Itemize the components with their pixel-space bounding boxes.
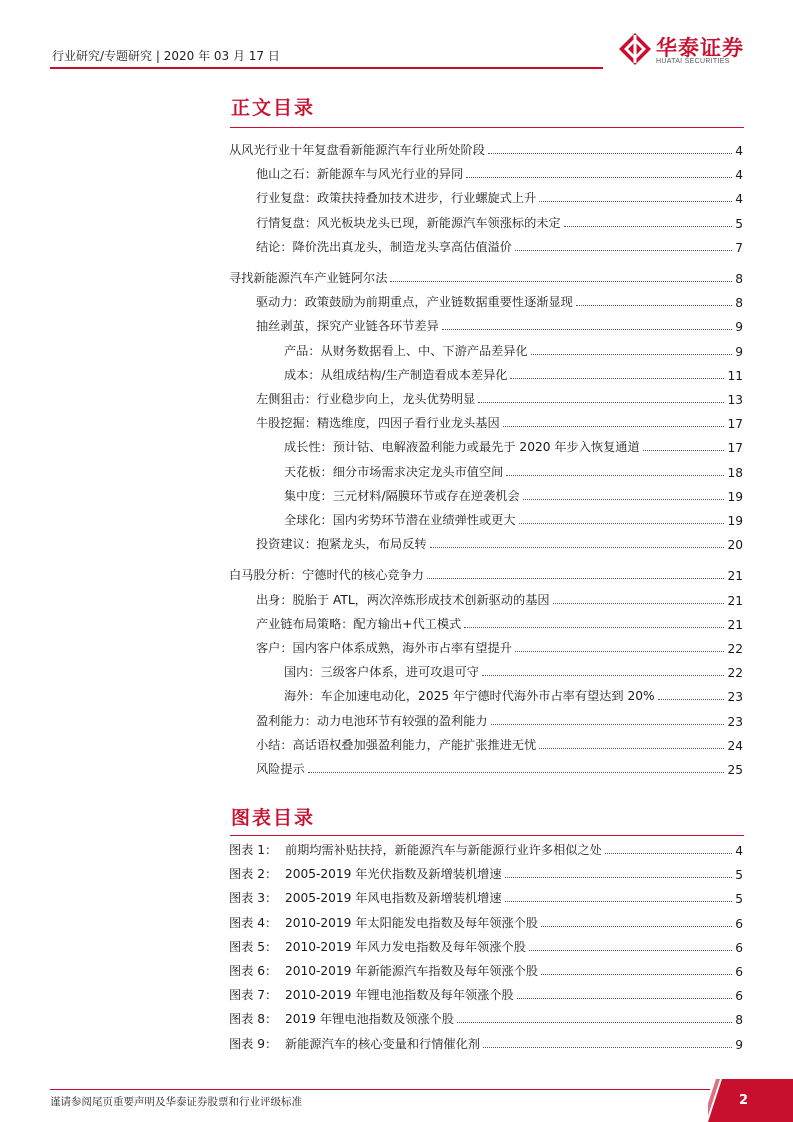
figure-entry[interactable] [229,911,743,931]
figure-leader-dots [457,1021,732,1023]
toc-leader-dots [442,328,732,330]
toc-entry-label: 结论：降价洗出真龙头，制造龙头享高估值溢价 [256,239,512,254]
toc-entry[interactable] [256,757,743,777]
toc-entry-page: 22 [727,642,743,656]
toc-title-rule [230,127,744,128]
toc-entry[interactable] [284,508,743,528]
toc-leader-dots [503,425,725,427]
figures-title: 图表目录 [231,807,316,829]
toc-entry[interactable] [256,387,743,407]
figure-entry[interactable] [229,983,743,1003]
toc-entry-label: 风险提示 [256,762,305,776]
toc-entry-page: 23 [727,714,743,729]
page-number: 2 [738,1093,748,1108]
toc-entry-page: 5 [735,216,743,231]
figure-entry-label: 2010-2019 年新能源汽车指数及每年领涨个股 [285,964,539,978]
toc-leader-dots [515,650,725,652]
figure-entry-page: 6 [735,989,743,1004]
figure-entry-number: 图表 5： [229,939,278,954]
toc-entry[interactable] [284,660,743,680]
page-header [0,0,793,70]
toc-entry-page: 9 [735,320,743,335]
toc-entry-page: 19 [727,489,743,504]
toc-entry-label: 海外：车企加速电动化，2025 年宁德时代海外市占率有望达到 20% [284,689,655,704]
toc-entry-label: 行情复盘：风光板块龙头已现，新能源汽车领涨标的未定 [256,215,561,230]
toc-entry-label: 集中度：三元材料/隔膜环节或存在逆袭机会 [284,488,520,503]
figure-entry[interactable] [229,862,743,882]
figure-entry-label: 2005-2019 年光伏指数及新增装机增速 [285,867,502,882]
toc-entry[interactable] [229,563,743,583]
toc-entry-page: 8 [735,272,743,286]
page-badge-shape-icon [708,1079,793,1122]
footer-divider [50,1089,710,1090]
figure-entry-label: 前期均需补贴扶持，新能源汽车与新能源行业许多相似之处 [285,843,602,857]
toc-entry-page: 19 [727,514,743,528]
figure-entry-number: 图表 8： [229,1012,278,1027]
footer-page-badge [708,1079,793,1122]
figure-entry-number: 图表 7： [229,988,278,1003]
figure-entry[interactable] [229,838,743,858]
toc-entry-label: 驱动力：政策鼓励为前期重点，产业链数据重要性逐渐显现 [256,295,573,310]
figure-entry[interactable] [229,1032,743,1052]
toc-entry[interactable] [229,266,743,286]
toc-leader-dots [510,377,724,379]
toc-leader-dots [464,626,724,628]
toc-entry-page: 17 [727,417,743,432]
toc-entry-label: 行业复盘：政策扶持叠加技术进步，行业螺旋式上升 [256,191,537,206]
toc-leader-dots [576,304,732,306]
figure-entry-page: 6 [735,965,743,979]
figure-leader-dots [483,1046,732,1048]
toc-entry-label: 左侧狙击：行业稳步向上，龙头优势明显 [256,392,476,406]
footer-disclaimer: 谨请参阅尾页重要声明及华泰证券股票和行业评级标准 [50,1096,302,1108]
toc-entry-page: 13 [727,393,743,407]
figure-entry[interactable] [229,886,743,906]
toc-title: 正文目录 [231,97,316,119]
toc-entry-label: 全球化：国内劣势环节潜在业绩弹性或更大 [284,513,516,527]
toc-leader-dots [430,546,725,548]
toc-entry-page: 8 [735,296,743,311]
figure-entry-page: 9 [735,1037,743,1052]
toc-entry-label: 从风光行业十年复盘看新能源汽车行业所处阶段 [229,143,485,157]
toc-entry-label: 他山之石：新能源车与风光行业的异同 [256,167,464,182]
toc-entry[interactable] [284,460,743,480]
toc-entry[interactable] [256,636,743,656]
huatai-logo-icon [618,32,652,66]
toc-entry[interactable] [256,709,743,729]
toc-entry[interactable] [284,684,743,704]
logo-chinese-name: 华泰证券 [656,36,744,60]
toc-leader-dots [478,401,724,403]
header-report-info: 行业研究/专题研究 | 2020 年 03 月 17 日 [52,49,280,63]
toc-entry[interactable] [256,532,743,552]
company-logo [618,32,748,72]
figure-entry-number: 图表 4： [229,915,278,930]
toc-entry-label: 国内：三级客户体系，进可攻退可守 [284,665,479,680]
toc-entry-label: 抽丝剥茧，探究产业链各环节差异 [256,319,439,334]
figure-entry-label: 2005-2019 年风电指数及新增装机增速 [285,891,502,906]
figure-entry[interactable] [229,959,743,979]
toc-entry[interactable] [229,138,743,158]
toc-leader-dots [488,152,732,154]
toc-entry[interactable] [256,186,743,206]
toc-entry-label: 出身：脱胎于 ATL，两次淬炼形成技术创新驱动的基因 [256,592,550,607]
toc-entry-label: 产业链布局策略：配方输出+代工模式 [256,616,462,631]
toc-entry[interactable] [284,484,743,504]
toc-leader-dots [519,522,725,524]
figure-entry-page: 5 [735,892,743,907]
toc-leader-dots [564,225,733,227]
toc-entry-page: 17 [727,441,743,456]
toc-entry-page: 9 [735,344,743,359]
figures-title-rule [230,835,744,836]
toc-leader-dots [466,176,732,178]
logo-english-name: HUATAI SECURITIES [656,58,730,65]
toc-entry[interactable] [256,314,743,334]
figure-leader-dots [605,852,732,854]
toc-entry[interactable] [284,339,743,359]
toc-entry[interactable] [256,411,743,431]
figure-entry-page: 8 [735,1013,743,1028]
figure-leader-dots [505,876,733,878]
figure-entry-label: 2010-2019 年风力发电指数及每年领涨个股 [285,939,526,954]
toc-entry-page: 4 [735,144,743,158]
toc-entry[interactable] [256,588,743,608]
toc-entry-page: 22 [727,666,743,681]
figure-entry-page: 6 [735,916,743,931]
figure-entry-page: 6 [735,940,743,955]
toc-entry-page: 4 [735,192,743,207]
toc-entry-page: 21 [727,593,743,608]
figure-leader-dots [505,900,733,902]
toc-entry[interactable] [284,435,743,455]
toc-leader-dots [390,280,732,282]
figure-entry-number: 图表 2： [229,867,278,882]
toc-entry-label: 白马股分析：宁德时代的核心竞争力 [229,568,424,583]
figure-entry-label: 新能源汽车的核心变量和行情催化剂 [285,1036,480,1051]
toc-entry[interactable] [256,733,743,753]
figure-leader-dots [517,997,732,999]
toc-entry[interactable] [256,612,743,632]
toc-entry[interactable] [284,363,743,383]
toc-entry-label: 小结：高话语权叠加强盈利能力，产能扩张推进无忧 [256,737,537,752]
toc-entry-page: 24 [727,738,743,753]
figure-entry-number: 图表 9： [229,1036,278,1051]
toc-leader-dots [658,698,725,700]
toc-leader-dots [308,771,725,773]
toc-entry-page: 20 [727,538,743,553]
toc-entry-page: 11 [727,368,743,383]
toc-entry-page: 21 [727,617,743,632]
toc-entry-label: 产品：从财务数据看上、中、下游产品差异化 [284,343,528,358]
toc-entry-label: 牛股挖掘：精选维度，四因子看行业龙头基因 [256,416,500,431]
figure-leader-dots [541,973,732,975]
header-divider [50,67,603,69]
toc-entry-page: 4 [735,168,743,183]
toc-entry[interactable] [256,290,743,310]
toc-leader-dots [531,353,732,355]
figure-entry-page: 4 [735,844,743,858]
toc-entry[interactable] [256,211,743,231]
toc-leader-dots [643,449,725,451]
figure-entry-label: 2019 年锂电池指数及领涨个股 [285,1012,454,1027]
toc-entry-page: 23 [727,690,743,705]
toc-entry[interactable] [256,162,743,182]
toc-leader-dots [515,249,732,251]
figure-entry-number: 图表 6： [229,964,278,978]
toc-leader-dots [491,723,725,725]
toc-entry-label: 寻找新能源汽车产业链阿尔法 [229,271,388,285]
toc-entry-page: 7 [735,240,743,255]
toc-leader-dots [523,498,725,500]
toc-entry-label: 成本：从组成结构/生产制造看成本差异化 [284,367,508,382]
toc-entry-label: 投资建议：抱紧龙头，布局反转 [256,537,427,552]
toc-leader-dots [482,674,724,676]
figure-entry[interactable] [229,935,743,955]
figure-entry-number: 图表 3： [229,891,278,906]
toc-entry-label: 天花板：细分市场需求决定龙头市值空间 [284,464,504,479]
toc-leader-dots [539,747,724,749]
figure-entry-label: 2010-2019 年太阳能发电指数及每年领涨个股 [285,915,539,930]
toc-entry-label: 客户：国内客户体系成熟，海外市占率有望提升 [256,641,512,655]
figure-entry-page: 5 [735,868,743,883]
figure-entry-label: 2010-2019 年锂电池指数及每年领涨个股 [285,988,514,1003]
figure-leader-dots [541,925,732,927]
toc-entry-page: 18 [727,465,743,480]
toc-entry-label: 成长性：预计钴、电解液盈利能力或最先于 2020 年步入恢复通道 [284,440,640,455]
toc-leader-dots [539,200,732,202]
figure-entry-number: 图表 1： [229,843,278,857]
toc-entry[interactable] [256,235,743,255]
toc-leader-dots [427,577,724,579]
toc-entry-page: 25 [727,763,743,777]
figure-leader-dots [529,949,732,951]
toc-leader-dots [506,474,724,476]
toc-entry-label: 盈利能力：动力电池环节有较强的盈利能力 [256,713,488,728]
toc-leader-dots [553,602,725,604]
figure-entry[interactable] [229,1007,743,1027]
toc-entry-page: 21 [727,569,743,584]
